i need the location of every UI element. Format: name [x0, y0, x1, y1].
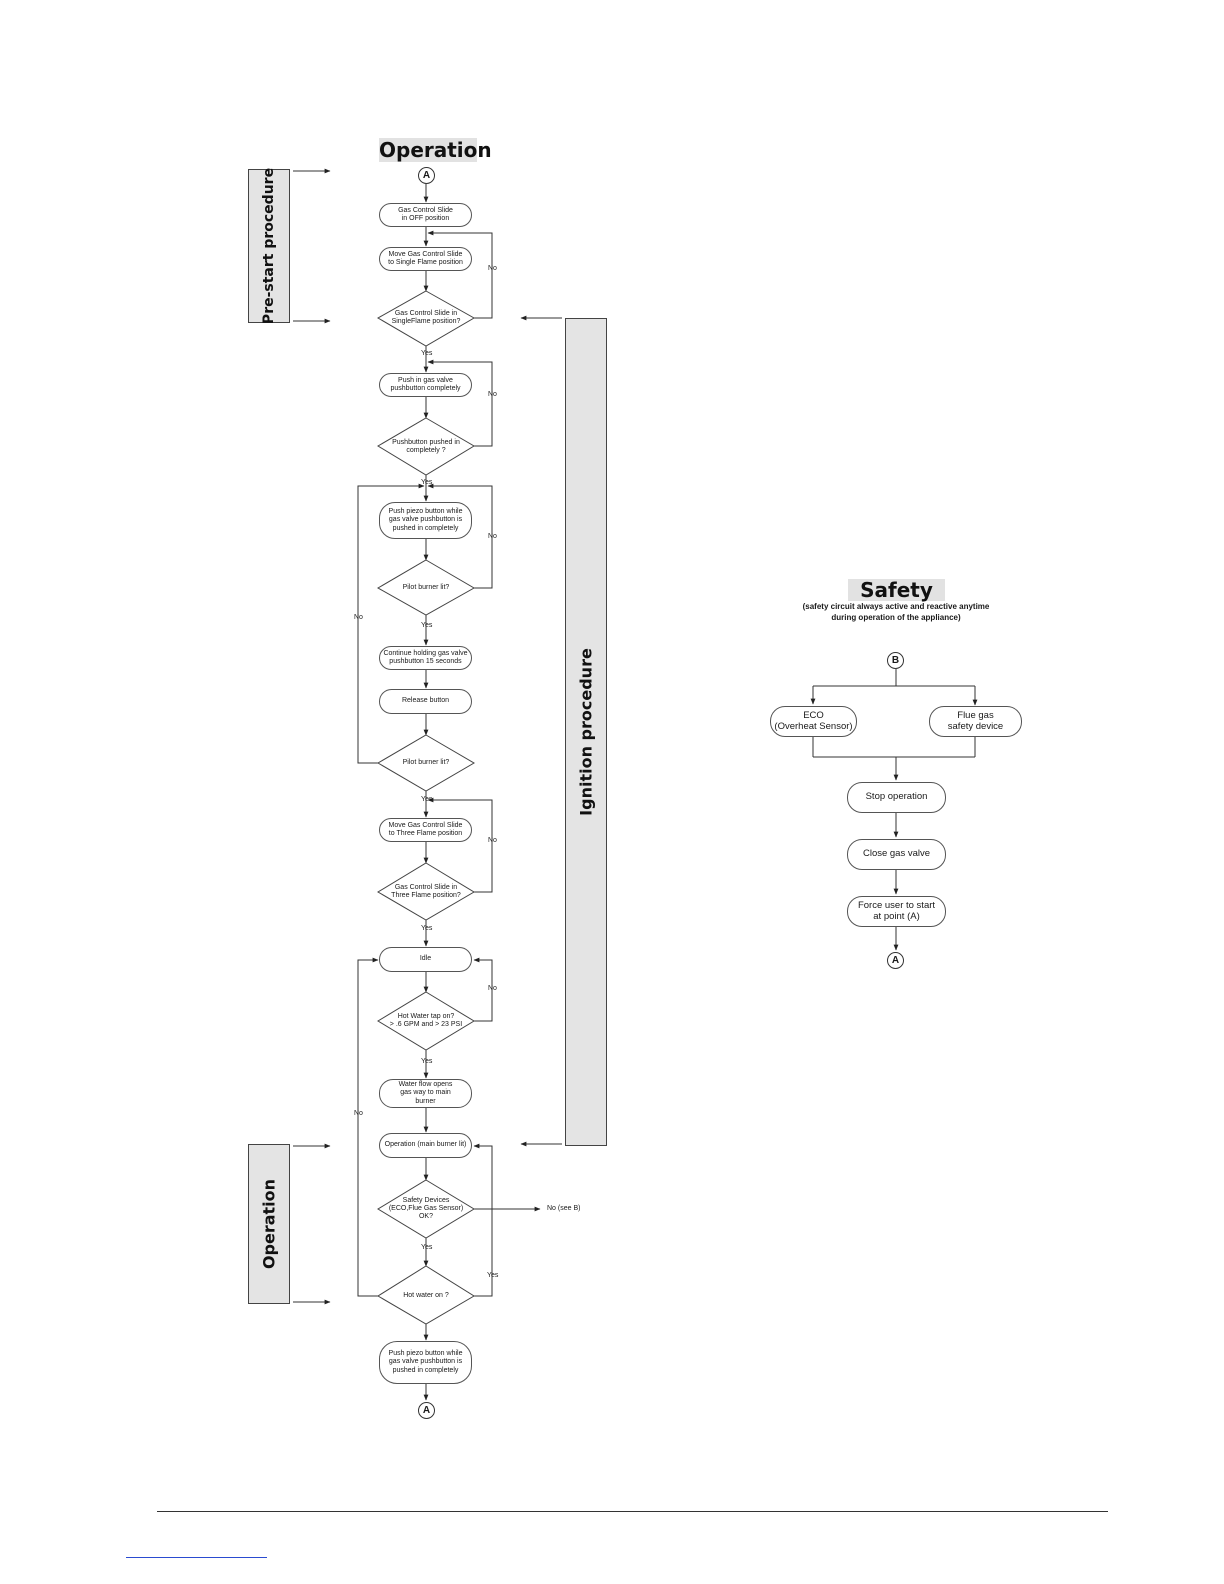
- step-move-single-flame: Move Gas Control Slide to Single Flame position: [379, 247, 472, 271]
- step-release-button: Release button: [379, 689, 472, 714]
- safety-subtitle: (safety circuit always active and reactive anytime during operation of the appliance): [802, 602, 990, 622]
- no-label-pushed-in: No: [488, 391, 497, 398]
- no-label-pilot-lit-1: No: [488, 533, 497, 540]
- yes-label-hot-water-on: Yes: [487, 1272, 499, 1279]
- step-push-piezo: Push piezo button while gas valve pushbutton is pushed in completely: [379, 502, 472, 539]
- yes-label-pilot-lit-2: Yes: [421, 796, 433, 803]
- safety-flue-gas: Flue gas safety device: [929, 706, 1022, 737]
- step-push-piezo-final: Push piezo button while gas valve pushbutton is pushed in completely: [379, 1341, 472, 1384]
- yes-label-pilot-lit-1: Yes: [421, 622, 433, 629]
- step-operation-main-burner: Operation (main burner lit): [379, 1133, 472, 1158]
- decision-hot-water-tap: Hot Water tap on? > .6 GPM and > 23 PSI: [389, 1012, 463, 1028]
- decision-safety-devices: Safety Devices (ECO,Flue Gas Sensor) OK?: [388, 1196, 464, 1221]
- no-label-single-flame: No: [488, 265, 497, 272]
- no-label-hot-tap: No: [488, 985, 497, 992]
- yes-label-hot-tap: Yes: [421, 1058, 433, 1065]
- no-label-hot-water-on: No: [354, 1110, 363, 1117]
- decision-pilot-lit-1: Pilot burner lit?: [402, 583, 450, 591]
- prestart-label: Pre-start procedure: [261, 167, 277, 325]
- decision-pilot-lit-2: Pilot burner lit?: [402, 758, 450, 766]
- no-see-b-label: No (see B): [547, 1205, 581, 1212]
- decision-three-flame: Gas Control Slide in Three Flame position?: [391, 883, 461, 899]
- operation-title: Operation: [379, 138, 492, 162]
- yes-label-single-flame: Yes: [421, 350, 433, 357]
- decision-pushed-in: Pushbutton pushed in completely ?: [392, 438, 460, 454]
- step-off-position: Gas Control Slide in OFF position: [379, 203, 472, 227]
- connector-a-safety: A: [887, 952, 904, 969]
- step-move-three-flame: Move Gas Control Slide to Three Flame position: [379, 818, 472, 842]
- yes-label-pushed-in: Yes: [421, 479, 433, 486]
- no-label-three-flame: No: [488, 837, 497, 844]
- footer-link-underline[interactable]: [126, 1557, 267, 1558]
- step-push-gas-valve: Push in gas valve pushbutton completely: [379, 373, 472, 397]
- connector-b: B: [887, 652, 904, 669]
- decision-single-flame: Gas Control Slide in SingleFlame position?: [391, 309, 461, 325]
- operation-panel-label: Operation: [259, 1178, 279, 1270]
- step-water-flow: Water flow opens gas way to main burner: [379, 1079, 472, 1108]
- connector-a-top: A: [418, 167, 435, 184]
- footer-rule: [157, 1511, 1108, 1512]
- step-idle: Idle: [379, 947, 472, 972]
- yes-label-safety-devices: Yes: [421, 1244, 433, 1251]
- ignition-label: Ignition procedure: [576, 648, 596, 816]
- no-label-pilot-lit-2: No: [354, 614, 363, 621]
- step-continue-holding: Continue holding gas valve pushbutton 15 seconds: [379, 646, 472, 670]
- connector-a-bottom: A: [418, 1402, 435, 1419]
- safety-close-gas-valve: Close gas valve: [847, 839, 946, 870]
- yes-label-three-flame: Yes: [421, 925, 433, 932]
- safety-stop-operation: Stop operation: [847, 782, 946, 813]
- safety-eco: ECO (Overheat Sensor): [770, 706, 857, 737]
- safety-title: Safety: [848, 579, 945, 601]
- decision-hot-water-on: Hot water on ?: [403, 1291, 449, 1299]
- safety-force-restart: Force user to start at point (A): [847, 896, 946, 927]
